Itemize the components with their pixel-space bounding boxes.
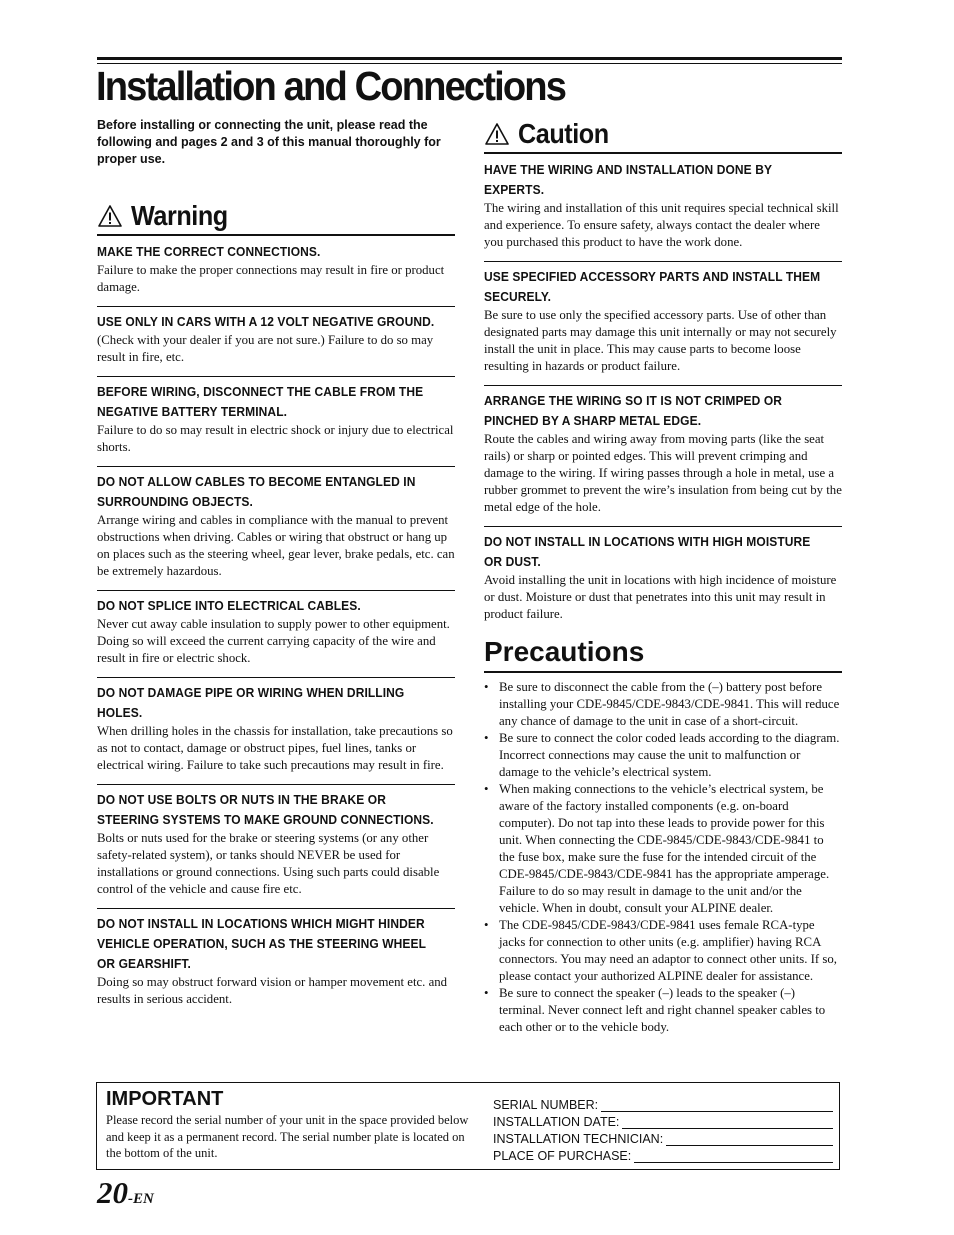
warning-item-body: Doing so may obstruct forward vision or hamper movement etc. and results in serious accident. (97, 975, 448, 1006)
warning-item-head: DO NOT DAMAGE PIPE OR WIRING WHEN DRILLING HOLES. (97, 686, 405, 720)
installation-technician-field[interactable] (493, 1131, 833, 1148)
precaution-item: • Be sure to connect the speaker (–) leads to the speaker (–) terminal. Never connect left and right channel speaker cables to each other or to the vehicle body. (484, 985, 842, 1036)
place-of-purchase-label: PLACE OF PURCHASE: (493, 1149, 632, 1163)
page-number-suffix: -EN (128, 1191, 154, 1207)
serial-number-line (601, 1111, 833, 1112)
right-column (484, 117, 842, 1036)
caution-heading-text: Caution (518, 118, 609, 149)
title-rule-thick (97, 57, 842, 60)
caution-item-body: The wiring and installation of this unit requires special technical skill and experience. To ensure safety, always contact the dealer where you purchased this product to have the work done. (484, 201, 839, 249)
warning-item (97, 908, 455, 1008)
warning-item (97, 590, 455, 667)
place-of-purchase-field[interactable] (493, 1148, 833, 1165)
installation-date-label: INSTALLATION DATE: (493, 1115, 620, 1129)
precautions-heading: Precautions (484, 635, 842, 673)
warning-item-body: When drilling holes in the chassis for installation, take precautions so as not to contact, damage or obstruct pipes, fuel lines, tanks or electrical wiring. Failure to take such precautions may result in fire. (97, 724, 453, 772)
important-heading: IMPORTANT (106, 1088, 224, 1110)
record-form (493, 1097, 833, 1165)
warning-item-body: (Check with your dealer if you are not sure.) Failure to do so may result in fire, etc. (97, 333, 434, 364)
installation-technician-label: INSTALLATION TECHNICIAN: (493, 1132, 664, 1146)
precaution-item: • The CDE-9845/CDE-9843/CDE-9841 uses female RCA-type jacks for connection to other units (e.g. amplifier) having RCA connectors. You may need an adaptor to connect other units. If so, please contact your authorized ALPINE dealer for assistance. (484, 917, 842, 985)
warning-item (97, 376, 455, 456)
caution-item-head: HAVE THE WIRING AND INSTALLATION DONE BY EXPERTS. (484, 163, 772, 197)
caution-heading (484, 117, 842, 154)
warning-item-head: DO NOT USE BOLTS OR NUTS IN THE BRAKE OR STEERING SYSTEMS TO MAKE GROUND CONNECTIONS. (97, 793, 434, 827)
warning-item-head: DO NOT SPLICE INTO ELECTRICAL CABLES. (97, 599, 361, 613)
serial-number-label: SERIAL NUMBER: (493, 1098, 599, 1112)
caution-item-head: DO NOT INSTALL IN LOCATIONS WITH HIGH MOISTURE OR DUST. (484, 535, 811, 569)
warning-item-head: MAKE THE CORRECT CONNECTIONS. (97, 245, 321, 259)
precaution-item: • Be sure to connect the color coded leads according to the diagram. Incorrect connections may cause the unit to malfunction or damage to the vehicle’s electrical system. (484, 730, 842, 781)
precautions-list (484, 679, 842, 1036)
left-column (97, 117, 455, 1018)
installation-technician-line (666, 1145, 833, 1146)
warning-item-head: DO NOT ALLOW CABLES TO BECOME ENTANGLED IN SURROUNDING OBJECTS. (97, 475, 416, 509)
warning-item-head: DO NOT INSTALL IN LOCATIONS WHICH MIGHT HINDER VEHICLE OPERATION, SUCH AS THE STEERING WHEEL OR GEARSHIFT. (97, 917, 426, 971)
caution-item-body: Be sure to use only the specified accessory parts. Use of other than designated parts may damage this unit internally or may not securely install the unit in place. This may cause parts to become loose resulting in hazards or product failure. (484, 308, 837, 373)
installation-date-line (622, 1128, 833, 1129)
warning-item-body: Bolts or nuts used for the brake or steering systems (or any other safety-related system), or tanks should NEVER be used for installations or ground connections. Using such parts could disable control of the vehicle and cause fire etc. (97, 831, 440, 896)
caution-item-body: Route the cables and wiring away from moving parts (like the seat rails) or sharp or pointed edges. This will prevent crimping and damage to the wiring. If wiring passes through a hole in metal, use a rubber grommet to prevent the wire’s insulation from being cut by the metal edge of the hole. (484, 432, 842, 514)
caution-item (484, 526, 842, 623)
caution-item-head: USE SPECIFIED ACCESSORY PARTS AND INSTALL THEM SECURELY. (484, 270, 821, 304)
warning-triangle-icon (97, 204, 123, 228)
precaution-item: • Be sure to disconnect the cable from the (–) battery post before installing your CDE-9845/CDE-9843/CDE-9841. This will reduce any chance of damage to the unit in case of a short-circuit. (484, 679, 842, 730)
warning-item-head: USE ONLY IN CARS WITH A 12 VOLT NEGATIVE GROUND. (97, 315, 435, 329)
caution-triangle-icon (484, 122, 510, 146)
page-number-value: 20 (97, 1175, 128, 1210)
place-of-purchase-line (634, 1162, 833, 1163)
warning-item-body: Failure to do so may result in electric shock or injury due to electrical shorts. (97, 423, 454, 454)
warning-item (97, 466, 455, 580)
warning-item-body: Failure to make the proper connections may result in fire or product damage. (97, 263, 445, 294)
caution-item-body: Avoid installing the unit in locations with high incidence of moisture or dust. Moisture or dust that penetrates into this unit may result in product failure. (484, 573, 837, 621)
caution-item (484, 160, 842, 251)
warning-item-head: BEFORE WIRING, DISCONNECT THE CABLE FROM THE NEGATIVE BATTERY TERMINAL. (97, 385, 424, 419)
warning-item-body: Never cut away cable insulation to supply power to other equipment. Doing so will exceed the current carrying capacity of the wire and result in fire or electric shock. (97, 617, 450, 665)
caution-item-head: ARRANGE THE WIRING SO IT IS NOT CRIMPED OR PINCHED BY A SHARP METAL EDGE. (484, 394, 783, 428)
precaution-item: • When making connections to the vehicle’s electrical system, be aware of the factory installed components (e.g. on-board computer). Do not tap into these leads to provide power for this unit. When connecting the CDE-9845/CDE-9843/CDE-9841 to the fuse box, make sure the fuse for the intended circuit of the CDE-9845/CDE-9843/CDE-9841 has the appropriate amperage. Failure to do so may result in damage to the unit and/or the vehicle. When in doubt, consult your ALPINE dealer. (484, 781, 842, 917)
important-info (106, 1086, 476, 1162)
warning-item (97, 306, 455, 366)
warning-heading-text: Warning (131, 200, 228, 231)
page-number (97, 1175, 154, 1217)
intro-text: Before installing or connecting the unit, please read the following and pages 2 and 3 of this manual thoroughly for proper use. (97, 118, 441, 166)
warning-item-body: Arrange wiring and cables in compliance with the manual to prevent obstructions when driving. Cables or wiring that obstruct or hang up on places such as the steering wheel, gear lever, brake pedals, etc. can be extremely hazardous. (97, 513, 455, 578)
page-title: Installation and Connections (96, 63, 566, 109)
installation-date-field[interactable] (493, 1114, 833, 1131)
warning-item (97, 784, 455, 898)
caution-item (484, 385, 842, 516)
warning-heading (97, 199, 455, 236)
serial-number-field[interactable] (493, 1097, 833, 1114)
important-box (96, 1082, 840, 1170)
important-body: Please record the serial number of your unit in the space provided below and keep it as a permanent record. The serial number plate is located on the bottom of the unit. (106, 1113, 469, 1160)
caution-item (484, 261, 842, 375)
warning-item (97, 242, 455, 296)
warning-item (97, 677, 455, 774)
